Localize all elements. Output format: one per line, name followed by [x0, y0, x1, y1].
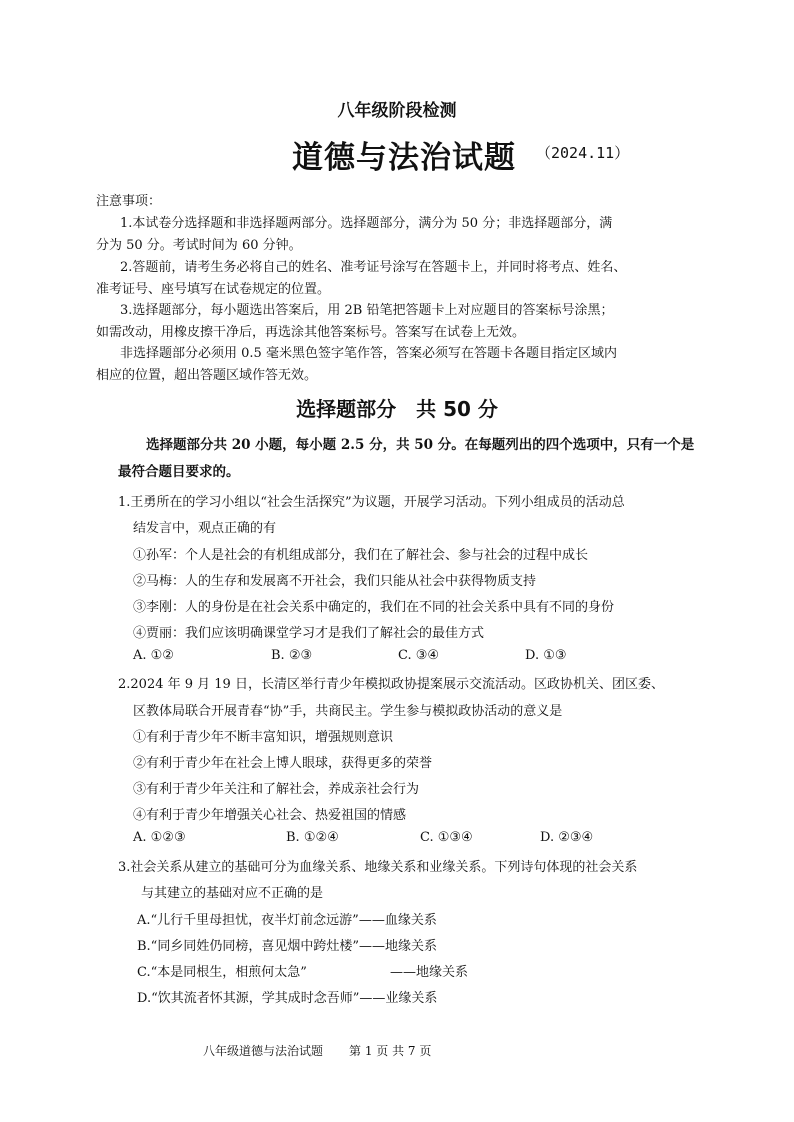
- question-2-option-c: C. ①③④: [420, 830, 473, 845]
- notes-line: 准考证号、座号填写在试卷规定的位置。: [96, 282, 331, 297]
- question-2-item: ③有利于青少年关注和了解社会，养成亲社会行为: [133, 782, 420, 797]
- question-2-stem: 2.2024 年 9 月 19 日，长清区举行青少年模拟政协提案展示交流活动。区政协机关、团区委、: [118, 677, 664, 692]
- choice-relation: ——业缘关系: [359, 991, 438, 1006]
- question-3-stem: 3.社会关系从建立的基础可分为血缘关系、地缘关系和业缘关系。下列诗句体现的社会关系: [118, 860, 638, 875]
- question-1-option-a: A. ①②: [133, 648, 174, 663]
- question-1-option-c: C. ③④: [398, 648, 440, 663]
- exam-subtitle: 八年级阶段检测: [337, 101, 457, 121]
- notes-heading: 注意事项：: [96, 194, 162, 209]
- question-2-item: ②有利于青少年在社会上博人眼球，获得更多的荣誉: [133, 756, 433, 771]
- question-2-option-b: B. ①②④: [286, 830, 339, 845]
- question-2-stem: 区教体局联合开展青春“协”手，共商民主。学生参与模拟政协活动的意义是: [133, 704, 563, 719]
- notes-line: 2.答题前，请考生务必将自己的姓名、准考证号涂写在答题卡上，并同时将考点、姓名、: [120, 260, 627, 275]
- question-2-item: ①有利于青少年不断丰富知识，增强规则意识: [133, 730, 394, 745]
- question-1-stem: 结发言中，观点正确的有: [133, 521, 277, 536]
- notes-line: 3.选择题部分，每小题选出答案后，用 2B 铅笔把答题卡上对应题目的答案标号涂黑；: [120, 303, 614, 318]
- question-3-choice-d: [137, 987, 437, 1006]
- notes-line: 如需改动，用橡皮擦干净后，再选涂其他答案标号。答案写在试卷上无效。: [96, 325, 526, 340]
- choice-text: B.“同乡同姓仍同榜，喜见烟中跨灶楼”: [137, 939, 359, 954]
- choice-relation: ——血缘关系: [358, 913, 437, 928]
- question-2-option-d: D. ②③④: [540, 830, 594, 845]
- choice-relation: ——地缘关系: [358, 939, 437, 954]
- question-3-choice-c: [137, 961, 307, 980]
- question-1-item: ④贾丽：我们应该明确课堂学习才是我们了解社会的最佳方式: [133, 626, 485, 641]
- notes-line: 相应的位置，超出答题区域作答无效。: [96, 368, 318, 383]
- section-instruction: 最符合题目要求的。: [118, 464, 240, 480]
- question-1-item: ③李刚：人的身份是在社会关系中确定的，我们在不同的社会关系中具有不同的身份: [133, 600, 615, 615]
- footer-page-number: 第 1 页 共 7 页: [349, 1044, 432, 1058]
- footer-exam-name: 八年级道德与法治试题: [203, 1044, 324, 1058]
- question-2-item: ④有利于青少年增强关心社会、热爱祖国的情感: [133, 808, 407, 823]
- page-footer: [203, 1042, 457, 1059]
- question-1-item: ①孙军：个人是社会的有机组成部分，我们在了解社会、参与社会的过程中成长: [133, 548, 589, 563]
- choice-relation: ——地缘关系: [390, 965, 469, 980]
- section-title: 选择题部分 共 50 分: [296, 397, 498, 421]
- exam-title: 道德与法治试题: [292, 140, 516, 176]
- notes-line: 1.本试卷分选择题和非选择题两部分。选择题部分，满分为 50 分；非选择题部分，满: [120, 216, 613, 231]
- question-1-item: ②马梅：人的生存和发展离不开社会，我们只能从社会中获得物质支持: [133, 574, 537, 589]
- notes-line: 非选择题部分必须用 0.5 毫米黑色签字笔作答，答案必须写在答题卡各题目指定区域内: [120, 346, 617, 361]
- question-1-stem: 1.王勇所在的学习小组以“社会生活探究”为议题，开展学习活动。下列小组成员的活动总: [118, 495, 625, 510]
- question-3-choice-b: [137, 935, 437, 954]
- question-2-option-a: A. ①②③: [133, 830, 186, 845]
- choice-text: C.“本是同根生，相煎何太急”: [137, 965, 307, 980]
- question-3-stem: 与其建立的基础对应不正确的是: [141, 886, 324, 901]
- exam-date: （2024.11）: [536, 144, 630, 162]
- choice-text: A.“儿行千里母担忧，夜半灯前念远游”: [137, 913, 359, 928]
- section-instruction: 选择题部分共 20 小题，每小题 2.5 分，共 50 分。在每题列出的四个选项中，只有一个是: [146, 437, 695, 453]
- notes-line: 分为 50 分。考试时间为 60 分钟。: [96, 238, 302, 253]
- question-1-option-d: D. ①③: [525, 648, 567, 663]
- question-1-option-b: B. ②③: [271, 648, 313, 663]
- question-3-choice-a: [137, 909, 437, 928]
- choice-text: D.“饮其流者怀其源，学其成时念吾师”: [137, 991, 360, 1006]
